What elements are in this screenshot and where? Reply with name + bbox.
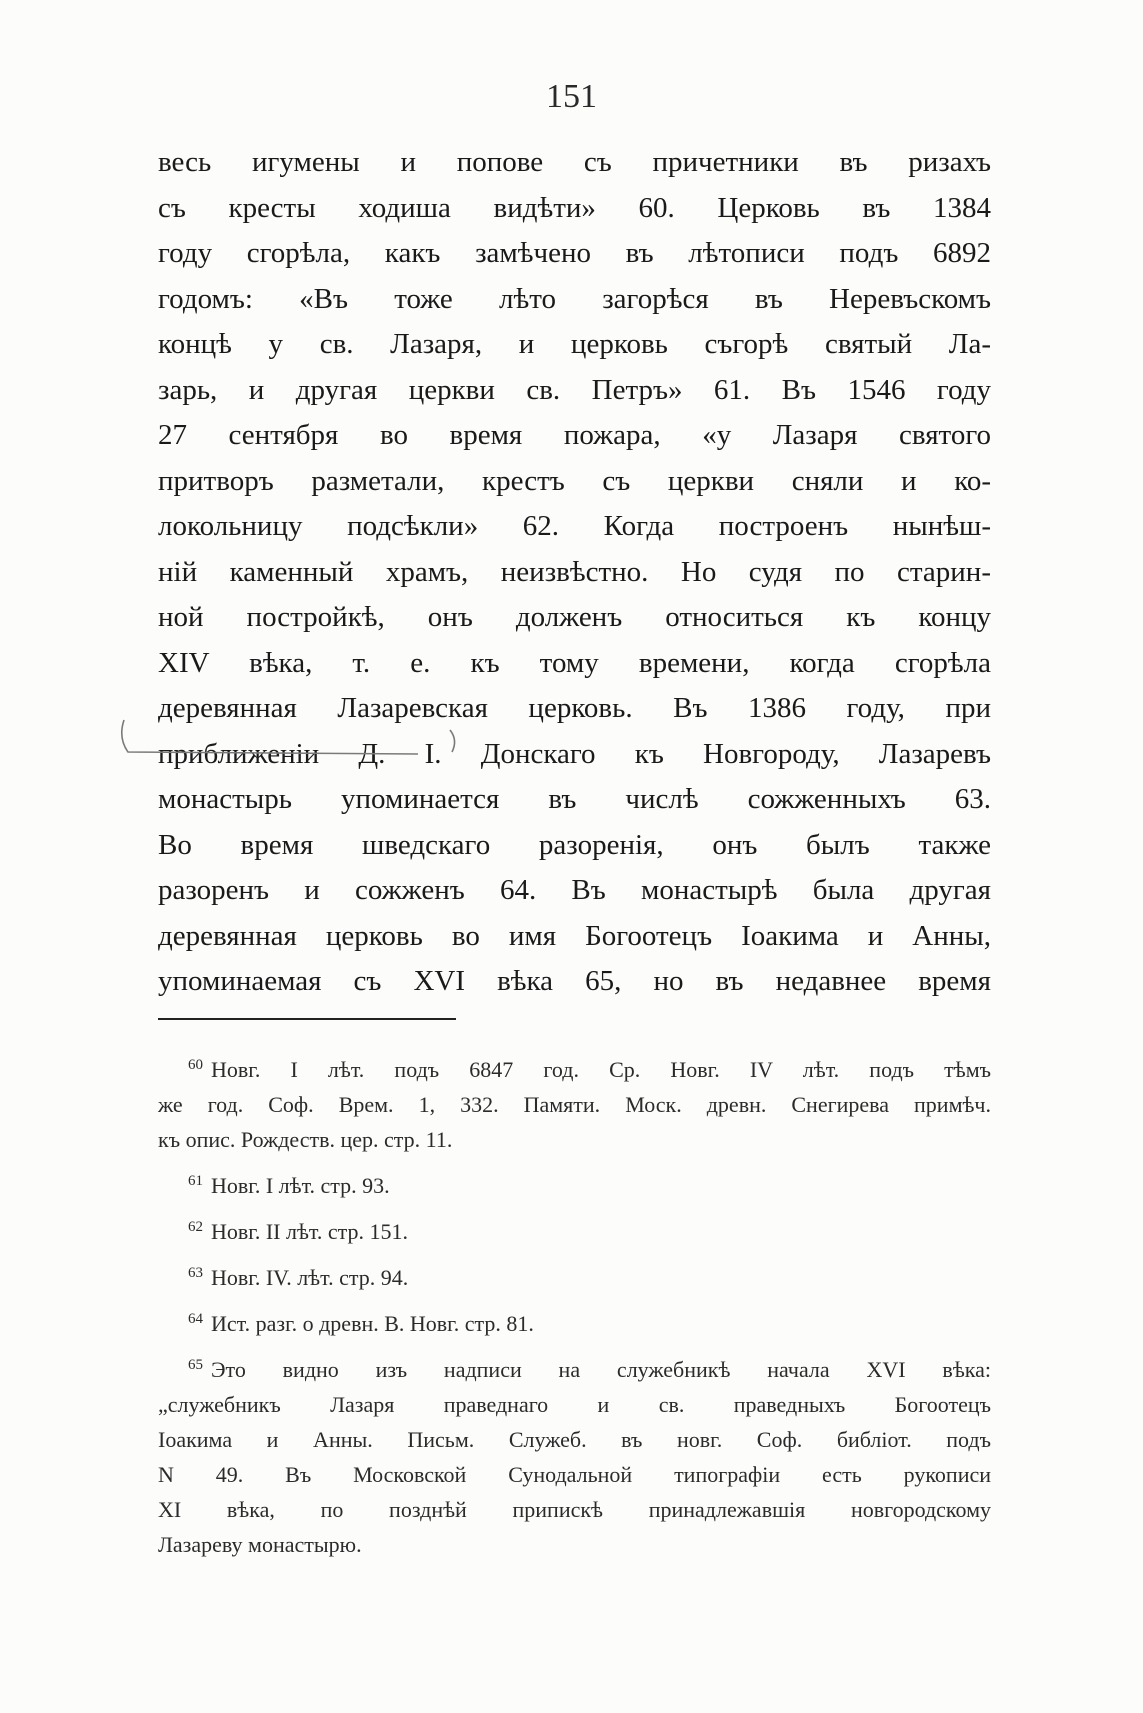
- page-number: 151: [546, 78, 597, 115]
- footnote-line: XI вѣка, по позднѣй припискѣ принадлежавшія новгородскому: [158, 1497, 991, 1522]
- body-line: ній каменный храмъ, неизвѣстно. Но судя по старин-: [158, 555, 991, 588]
- body-line: году сгорѣла, какъ замѣчено въ лѣтописи подъ 6892: [158, 237, 991, 269]
- footnote-60: [158, 1052, 991, 1157]
- footnote-rule: [158, 1018, 456, 1020]
- body-line: съ кресты ходиша видѣти» 60. Церковь въ 1384: [158, 191, 991, 224]
- footnote-marker: 63: [188, 1264, 203, 1281]
- footnote-marker: 64: [188, 1310, 203, 1327]
- body-line: Во время шведскаго разоренія, онъ былъ также: [158, 828, 991, 861]
- body-line: ной постройкѣ, онъ долженъ относиться къ концу: [158, 601, 991, 633]
- footnote-marker: 60: [188, 1056, 203, 1073]
- body-line: зарь, и другая церкви св. Петръ» 61. Въ 1546 году: [158, 373, 991, 406]
- footnote-line: [158, 1306, 991, 1341]
- footnote-text: Новг. I лѣт. стр. 93.: [211, 1173, 390, 1198]
- footnote-text: Новг. IV. лѣт. стр. 94.: [211, 1265, 409, 1290]
- body-line: весь игумены и попове съ причетники въ ризахъ: [158, 146, 991, 178]
- body-line: монастырь упоминается въ числѣ сожженныхъ 63.: [158, 783, 991, 815]
- body-line: 27 сентября во время пожара, «у Лазаря святого: [158, 419, 991, 451]
- footnote-line: N 49. Въ Московской Сунодальной типографіи есть рукописи: [158, 1462, 991, 1487]
- footnote-text: Ист. разг. о древн. В. Новг. стр. 81.: [211, 1311, 534, 1336]
- footnotes: [158, 1052, 991, 1562]
- footnote-marker: 65: [188, 1356, 203, 1373]
- footnote-text: Новг. I лѣт. подъ 6847 год. Ср. Новг. IV лѣт. подъ тѣмъ: [211, 1057, 991, 1082]
- body-line: локольницу подсѣкли» 62. Когда построенъ нынѣш-: [158, 510, 991, 542]
- body-line: деревянная Лазаревская церковь. Въ 1386 году, при: [158, 692, 991, 724]
- footnote-line: къ опис. Рождеств. цер. стр. 11.: [158, 1127, 453, 1152]
- footnote-62: [158, 1214, 991, 1249]
- footnote-line: [158, 1214, 991, 1249]
- footnote-line: Іоакима и Анны. Письм. Служеб. въ новг. Соф. библіот. подъ: [158, 1427, 991, 1452]
- body-line: деревянная церковь во имя Богоотецъ Іоакима и Анны,: [158, 919, 991, 952]
- footnote-line: [158, 1168, 991, 1203]
- footnote-marker: 62: [188, 1218, 203, 1235]
- footnote-63: [158, 1260, 991, 1295]
- footnote-61: [158, 1168, 991, 1203]
- footnote-text: Это видно изъ надписи на служебникѣ начала XVI вѣка:: [211, 1357, 991, 1382]
- footnote-line: [158, 1352, 991, 1387]
- footnote-marker: 61: [188, 1172, 203, 1189]
- footnote-65: [158, 1352, 991, 1562]
- body-line: концѣ у св. Лазаря, и церковь съгорѣ святый Ла-: [158, 328, 991, 360]
- body-line: приближеніи Д. I. Донскаго къ Новгороду, Лазаревъ: [158, 737, 991, 770]
- body-line: упоминаемая съ XVI вѣка 65, но въ недавнее время: [158, 965, 991, 997]
- footnote-line: Лазареву монастырю.: [158, 1532, 362, 1557]
- footnote-line: же год. Соф. Врем. 1, 332. Памяти. Моск. древн. Снегирева примѣч.: [158, 1092, 991, 1117]
- footnote-line: [158, 1260, 991, 1295]
- footnote-line: „служебникъ Лазаря праведнаго и св. праведныхъ Богоотецъ: [158, 1392, 991, 1417]
- footnote-line: [158, 1052, 991, 1087]
- body-line: годомъ: «Въ тоже лѣто загорѣся въ Неревъскомъ: [158, 282, 991, 315]
- body-line: разоренъ и сожженъ 64. Въ монастырѣ была другая: [158, 874, 991, 906]
- footnote-text: Новг. II лѣт. стр. 151.: [211, 1219, 409, 1244]
- footnote-64: [158, 1306, 991, 1341]
- body-line: притворъ разметали, крестъ съ церкви сняли и ко-: [158, 464, 991, 497]
- body-line: XIV вѣка, т. е. къ тому времени, когда сгорѣла: [158, 646, 991, 679]
- body-text: [158, 140, 991, 1005]
